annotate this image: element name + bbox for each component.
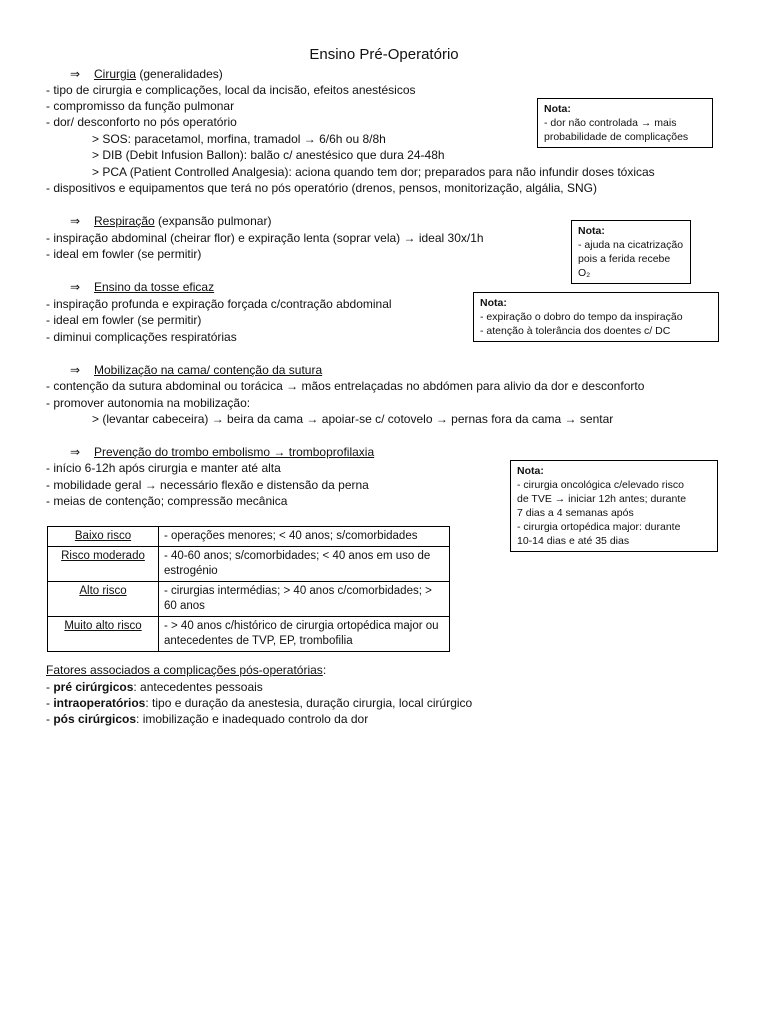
section-cirurgia-heading: ⇒ Cirurgia (generalidades): [70, 67, 223, 81]
text-line: - meias de contenção; compressão mecânica: [46, 494, 288, 508]
note-line: 7 dias a 4 semanas após: [517, 507, 634, 519]
risk-level: Muito alto risco: [48, 617, 159, 652]
table-row: [48, 617, 450, 652]
text-line: - contenção da sutura abdominal ou torácica → mãos entrelaçadas no abdómen para alivio da dor e desconforto: [46, 379, 645, 393]
note-title: Nota:: [480, 297, 507, 309]
text-line: - início 6-12h após cirurgia e manter até alta: [46, 461, 281, 475]
risk-description: - cirurgias intermédias; > 40 anos c/comorbidades; > 60 anos: [159, 582, 450, 617]
text-line: - compromisso da função pulmonar: [46, 99, 235, 113]
sub-line: > PCA (Patient Controlled Analgesia): aciona quando tem dor; preparados para não infundir doses tóxicas: [92, 165, 655, 179]
risk-table: [47, 526, 450, 652]
note-box: [537, 98, 713, 148]
page-title: Ensino Pré-Operatório: [309, 46, 459, 63]
double-arrow-icon: ⇒: [70, 445, 81, 459]
risk-description: - operações menores; < 40 anos; s/comorbidades: [159, 527, 450, 547]
section-mobilizacao-heading: ⇒ Mobilização na cama/ contenção da sutura: [70, 363, 323, 377]
section-trombo-heading: ⇒ Prevenção do trombo embolismo → tromboprofilaxia: [70, 445, 375, 459]
sub-line: > (levantar cabeceira) → beira da cama → apoiar-se c/ cotovelo → pernas fora da cama → sentar: [92, 412, 614, 426]
note-line: 10-14 dias e até 35 dias: [517, 535, 630, 547]
section-respiracao-heading: ⇒ Respiração (expansão pulmonar): [70, 214, 272, 228]
section-tosse-heading: ⇒ Ensino da tosse eficaz: [70, 280, 215, 294]
note-line: - expiração o dobro do tempo da inspiração: [480, 311, 683, 323]
note-title: Nota:: [578, 225, 605, 237]
note-box: [571, 220, 691, 284]
note-box: [473, 292, 719, 342]
text-line: - ideal em fowler (se permitir): [46, 247, 202, 261]
note-box: [510, 460, 718, 552]
note-line: - ajuda na cicatrização: [578, 239, 684, 251]
factor-item: - pré cirúrgicos: antecedentes pessoais: [46, 680, 263, 694]
note-line: - cirurgia oncológica c/elevado risco: [517, 479, 684, 491]
double-arrow-icon: ⇒: [70, 67, 81, 81]
factor-item: - pós cirúrgicos: imobilização e inadequado controlo da dor: [46, 712, 369, 726]
note-line: - dor não controlada → mais: [544, 117, 677, 129]
note-line: - atenção à tolerância dos doentes c/ DC: [480, 325, 671, 337]
note-line: pois a ferida recebe O₂: [578, 253, 671, 279]
note-line: - cirurgia ortopédica major: durante: [517, 521, 681, 533]
risk-description: - > 40 anos c/histórico de cirurgia ortopédica major ou antecedentes de TVP, EP, trombofilia: [159, 617, 450, 652]
risk-level: Alto risco: [48, 582, 159, 617]
double-arrow-icon: ⇒: [70, 280, 81, 294]
text-line: - dispositivos e equipamentos que terá no pós operatório (drenos, pensos, monitorização, algália, SNG): [46, 181, 597, 195]
double-arrow-icon: ⇒: [70, 214, 81, 228]
text-line: - promover autonomia na mobilização:: [46, 396, 251, 410]
sub-line: > DIB (Debit Infusion Ballon): balão c/ anestésico que dura 24-48h: [92, 148, 445, 162]
text-line: - ideal em fowler (se permitir): [46, 313, 202, 327]
double-arrow-icon: ⇒: [70, 363, 81, 377]
text-line: - inspiração abdominal (cheirar flor) e expiração lenta (soprar vela) → ideal 30x/1h: [46, 231, 484, 245]
note-line: de TVE → iniciar 12h antes; durante: [517, 493, 687, 505]
table-row: [48, 547, 450, 582]
note-line: probabilidade de complicações: [544, 131, 689, 143]
factor-item: - intraoperatórios: tipo e duração da anestesia, duração cirurgia, local cirúrgico: [46, 696, 473, 710]
risk-level: Baixo risco: [48, 527, 159, 547]
note-title: Nota:: [517, 465, 544, 477]
table-row: [48, 582, 450, 617]
text-line: - inspiração profunda e expiração forçada c/contração abdominal: [46, 297, 392, 311]
risk-description: - 40-60 anos; s/comorbidades; < 40 anos em uso de estrogénio: [159, 547, 450, 582]
factors-heading: Fatores associados a complicações pós-operatórias:: [46, 663, 327, 677]
note-title: Nota:: [544, 103, 571, 115]
table-row: [48, 527, 450, 547]
sub-line: > SOS: paracetamol, morfina, tramadol → 6/6h ou 8/8h: [92, 132, 386, 146]
text-line: - tipo de cirurgia e complicações, local da incisão, efeitos anestésicos: [46, 83, 416, 97]
text-line: - mobilidade geral → necessário flexão e distensão da perna: [46, 478, 369, 492]
text-line: - diminui complicações respiratórias: [46, 330, 237, 344]
risk-level: Risco moderado: [48, 547, 159, 582]
text-line: - dor/ desconforto no pós operatório: [46, 115, 237, 129]
